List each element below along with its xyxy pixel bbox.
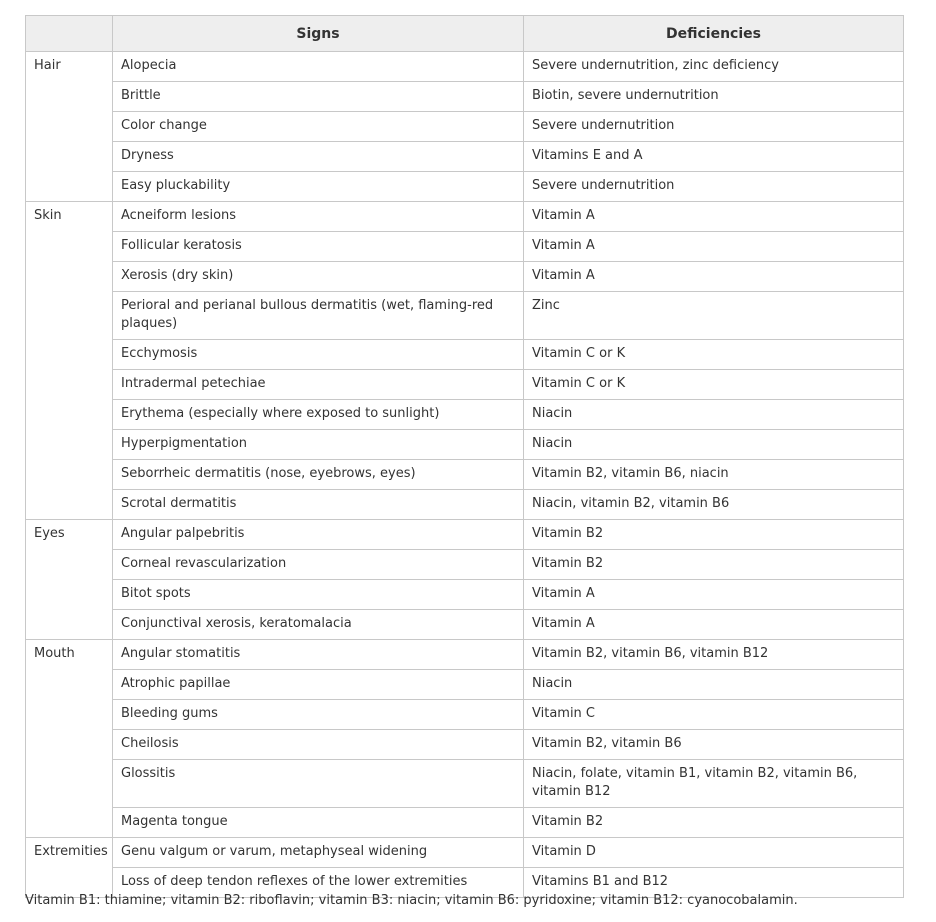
deficiency-cell: Vitamin B2, vitamin B6, niacin	[524, 460, 904, 490]
deficiency-cell: Severe undernutrition, zinc deficiency	[524, 52, 904, 82]
table-row	[26, 340, 904, 370]
table-row	[26, 232, 904, 262]
deficiency-cell: Vitamins B1 and B12	[524, 868, 904, 898]
table-row	[26, 292, 904, 340]
table-header-row	[26, 16, 904, 52]
table-row	[26, 400, 904, 430]
deficiency-cell: Vitamin A	[524, 580, 904, 610]
category-cell: Eyes	[26, 520, 113, 640]
table-row	[26, 460, 904, 490]
sign-cell: Loss of deep tendon reflexes of the lower extremities	[113, 868, 524, 898]
deficiency-cell: Vitamin A	[524, 262, 904, 292]
deficiency-cell: Vitamin C or K	[524, 370, 904, 400]
table-row	[26, 112, 904, 142]
table-row	[26, 838, 904, 868]
sign-cell: Atrophic papillae	[113, 670, 524, 700]
deficiency-cell: Vitamins E and A	[524, 142, 904, 172]
sign-cell: Hyperpigmentation	[113, 430, 524, 460]
deficiency-cell: Vitamin D	[524, 838, 904, 868]
sign-cell: Brittle	[113, 82, 524, 112]
category-cell: Skin	[26, 202, 113, 520]
signs-deficiencies-table	[25, 15, 904, 898]
header-category	[26, 16, 113, 52]
table-row	[26, 730, 904, 760]
sign-cell: Ecchymosis	[113, 340, 524, 370]
deficiency-cell: Vitamin A	[524, 232, 904, 262]
deficiency-cell: Vitamin B2	[524, 550, 904, 580]
sign-cell: Genu valgum or varum, metaphyseal widening	[113, 838, 524, 868]
sign-cell: Dryness	[113, 142, 524, 172]
table-row	[26, 262, 904, 292]
table-row	[26, 430, 904, 460]
sign-cell: Angular stomatitis	[113, 640, 524, 670]
sign-cell: Perioral and perianal bullous dermatitis (wet, flaming-red plaques)	[113, 292, 524, 340]
sign-cell: Erythema (especially where exposed to sunlight)	[113, 400, 524, 430]
table-row	[26, 172, 904, 202]
deficiency-cell: Vitamin B2, vitamin B6, vitamin B12	[524, 640, 904, 670]
sign-cell: Magenta tongue	[113, 808, 524, 838]
sign-cell: Cheilosis	[113, 730, 524, 760]
deficiency-cell: Niacin	[524, 430, 904, 460]
sign-cell: Corneal revascularization	[113, 550, 524, 580]
footnote: Vitamin B1: thiamine; vitamin B2: riboflavin; vitamin B3: niacin; vitamin B6: pyridoxine; vitamin B12: cyanocobalamin.	[25, 893, 798, 908]
table-row	[26, 52, 904, 82]
deficiency-cell: Vitamin B2	[524, 808, 904, 838]
deficiency-cell: Vitamin B2	[524, 520, 904, 550]
table-row	[26, 808, 904, 838]
sign-cell: Bitot spots	[113, 580, 524, 610]
sign-cell: Bleeding gums	[113, 700, 524, 730]
table-row	[26, 202, 904, 232]
sign-cell: Color change	[113, 112, 524, 142]
sign-cell: Conjunctival xerosis, keratomalacia	[113, 610, 524, 640]
table-row	[26, 610, 904, 640]
table-row	[26, 670, 904, 700]
sign-cell: Intradermal petechiae	[113, 370, 524, 400]
sign-cell: Follicular keratosis	[113, 232, 524, 262]
sign-cell: Angular palpebritis	[113, 520, 524, 550]
deficiency-cell: Vitamin C or K	[524, 340, 904, 370]
table-row	[26, 520, 904, 550]
sign-cell: Scrotal dermatitis	[113, 490, 524, 520]
header-deficiencies: Deficiencies	[524, 16, 904, 52]
deficiency-cell: Vitamin C	[524, 700, 904, 730]
deficiency-cell: Vitamin A	[524, 610, 904, 640]
table-row	[26, 640, 904, 670]
sign-cell: Seborrheic dermatitis (nose, eyebrows, eyes)	[113, 460, 524, 490]
sign-cell: Easy pluckability	[113, 172, 524, 202]
table-row	[26, 550, 904, 580]
table-row	[26, 760, 904, 808]
deficiency-cell: Vitamin A	[524, 202, 904, 232]
deficiency-cell: Niacin	[524, 670, 904, 700]
deficiency-cell: Severe undernutrition	[524, 112, 904, 142]
table-row	[26, 142, 904, 172]
deficiency-cell: Biotin, severe undernutrition	[524, 82, 904, 112]
table-body	[26, 52, 904, 898]
deficiency-cell: Zinc	[524, 292, 904, 340]
sign-cell: Xerosis (dry skin)	[113, 262, 524, 292]
deficiency-cell: Niacin, vitamin B2, vitamin B6	[524, 490, 904, 520]
deficiency-cell: Severe undernutrition	[524, 172, 904, 202]
table-row	[26, 82, 904, 112]
sign-cell: Alopecia	[113, 52, 524, 82]
category-cell: Extremities	[26, 838, 113, 898]
deficiency-cell: Vitamin B2, vitamin B6	[524, 730, 904, 760]
category-cell: Hair	[26, 52, 113, 202]
category-cell: Mouth	[26, 640, 113, 838]
sign-cell: Acneiform lesions	[113, 202, 524, 232]
table-row	[26, 700, 904, 730]
table-row	[26, 490, 904, 520]
header-signs: Signs	[113, 16, 524, 52]
deficiency-cell: Niacin	[524, 400, 904, 430]
table-row	[26, 580, 904, 610]
deficiency-cell: Niacin, folate, vitamin B1, vitamin B2, vitamin B6, vitamin B12	[524, 760, 904, 808]
sign-cell: Glossitis	[113, 760, 524, 808]
table-row	[26, 370, 904, 400]
